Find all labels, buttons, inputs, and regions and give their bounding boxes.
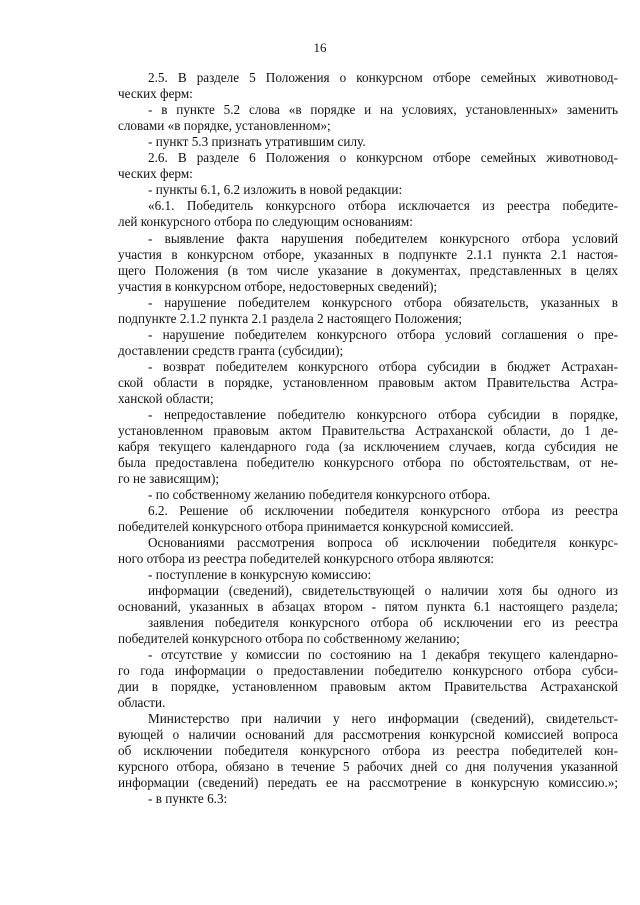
text-line: - по собственному желанию победителя конкурсного отбора. (148, 487, 491, 502)
text-line: ческих ферм: (118, 86, 193, 101)
page-number: 16 (313, 40, 327, 55)
text-line: кабря текущего календарного года (за исключением случаев, когда субсидия не (118, 439, 618, 454)
text-line: оснований, указанных в абзацах втором - пятом пункта 6.1 настоящего раздела; (118, 599, 618, 614)
text-line: вующей о наличии оснований для рассмотрения конкурсной комиссией вопроса (118, 727, 618, 742)
text-line: - непредоставление победителю конкурсного отбора субсидии в порядке, (148, 407, 618, 422)
text-line: - нарушение победителем конкурсного отбора обязательств, указанных в (148, 295, 618, 310)
text-line: 2.5. В разделе 5 Положения о конкурсном отборе семейных животновод- (148, 70, 618, 85)
text-line: - пункты 6.1, 6.2 изложить в новой редакции: (148, 182, 403, 197)
text-line: Министерство при наличии у него информации (сведений), свидетельст- (148, 711, 618, 726)
text-line: дии в порядке, установленном правовым актом Правительства Астраханской (118, 679, 618, 694)
text-line: установленном правовым актом Правительства Астраханской области, до 1 де- (118, 423, 618, 438)
text-line: словами «в порядке, установленном»; (118, 118, 331, 133)
text-line: ханской области; (118, 391, 214, 406)
text-line: Основаниями рассмотрения вопроса об исключении победителя конкурс- (148, 535, 618, 550)
text-line: ного отбора из реестра победителей конкурсного отбора являются: (118, 551, 495, 566)
text-line: - отсутствие у комиссии по состоянию на 1 декабря текущего календарно- (148, 647, 618, 662)
text-line: участия в конкурсном отборе, указанных в подпункте 2.1.1 пункта 2.1 настоя- (118, 247, 618, 262)
text-line: об исключении победителя конкурсного отбора из реестра победителей кон- (118, 743, 618, 758)
text-line: доставлении средств гранта (субсидии); (118, 343, 344, 358)
text-line: области. (118, 695, 166, 710)
text-line: ческих ферм: (118, 166, 193, 181)
text-line: 2.6. В разделе 6 Положения о конкурсном отборе семейных животновод- (148, 150, 618, 165)
text-line: победителей конкурсного отбора по собственному желанию; (118, 631, 460, 646)
text-line: участия в конкурсном отборе, недостоверных сведений); (118, 279, 438, 294)
text-line: - нарушение победителем конкурсного отбора условий соглашения о пре- (148, 327, 618, 342)
text-line: - пункт 5.3 признать утратившим силу. (148, 134, 366, 149)
text-line: победителей конкурсного отбора принимается конкурсной комиссией. (118, 519, 514, 534)
text-line: подпункте 2.1.2 пункта 2.1 раздела 2 настоящего Положения; (118, 311, 463, 326)
text-line: го не зависящим); (118, 471, 220, 486)
text-line: - поступление в конкурсную комиссию: (148, 567, 372, 582)
text-line: «6.1. Победитель конкурсного отбора исключается из реестра победите- (148, 198, 618, 213)
text-line: была предоставлена победителю конкурсного отбора по обстоятельствам, от не- (118, 455, 618, 470)
text-line: заявления победителя конкурсного отбора об исключении его из реестра (148, 615, 618, 630)
text-line: - в пункте 5.2 слова «в порядке и на условиях, установленных» заменить (148, 102, 618, 117)
text-line: го года информации о предоставлении победителю конкурсного отбора субси- (118, 663, 618, 678)
text-line: - в пункте 6.3: (148, 791, 228, 806)
text-line: - выявление факта нарушения победителем конкурсного отбора условий (148, 231, 618, 246)
text-line: лей конкурсного отбора по следующим основаниям: (118, 214, 413, 229)
text-line: информации (сведений), свидетельствующей о наличии хотя бы одного из (148, 583, 618, 598)
text-line: ской области в порядке, установленном правовым актом Правительства Астра- (118, 375, 618, 390)
text-line: 6.2. Решение об исключении победителя конкурсного отбора из реестра (148, 503, 618, 518)
text-line: - возврат победителем конкурсного отбора субсидии в бюджет Астрахан- (148, 359, 618, 374)
text-line: информации (сведений) передать ее на рассмотрение в конкурсную комиссию.»; (118, 775, 618, 790)
text-line: щего Положения (в том числе указание в документах, представленных в целях (118, 263, 618, 278)
text-line: курсного отбора, обязано в течение 5 рабочих дней со дня получения указанной (118, 759, 618, 774)
